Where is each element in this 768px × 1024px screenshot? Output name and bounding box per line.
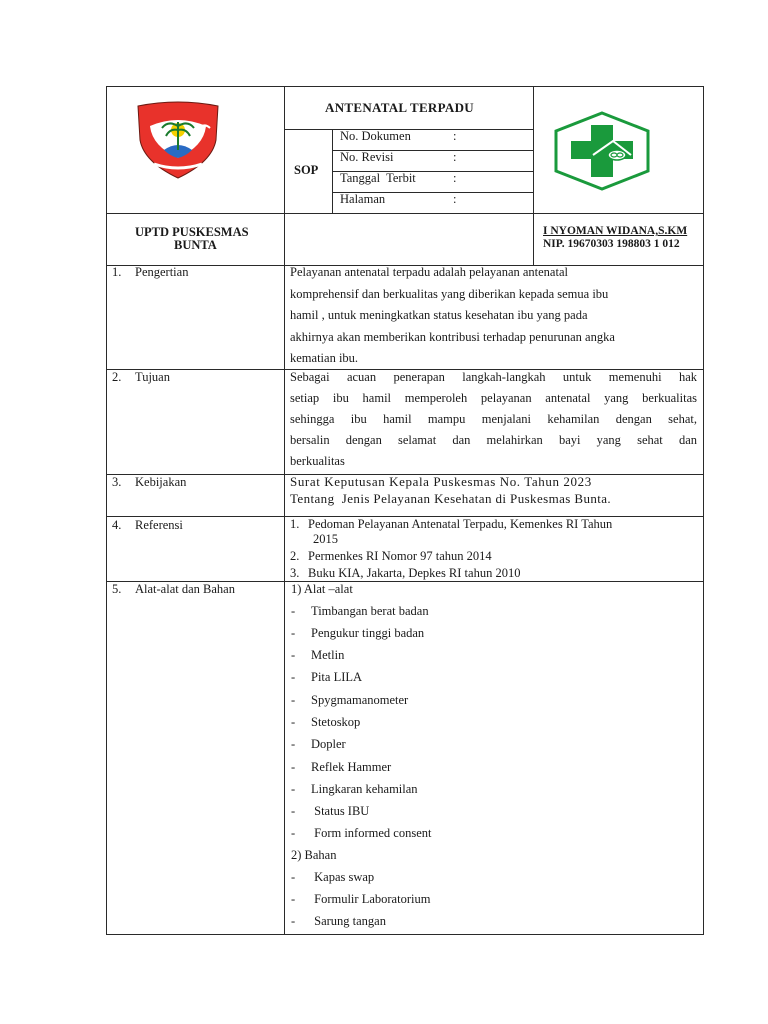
list-item: - Pengukur tinggi badan xyxy=(291,626,425,640)
list-item: - Stetoskop xyxy=(291,715,361,729)
list-item: - Dopler xyxy=(291,737,346,751)
field-sep: : xyxy=(453,171,457,185)
regency-crest-logo xyxy=(134,100,222,180)
field-label-halaman: Halaman xyxy=(340,192,386,206)
list-item: - Reflek Hammer xyxy=(291,760,392,774)
section-number: 4. xyxy=(112,518,122,532)
kebijakan-line: Surat Keputusan Kepala Puskesmas No. Tahun 2023 xyxy=(290,474,592,489)
list-item: - Metlin xyxy=(291,648,345,662)
list-item: - Spygmamanometer xyxy=(291,693,409,707)
text-line: setiap ibu hamil memperoleh pelayanan antenatal yang berkualitas xyxy=(290,391,697,405)
ref-text: Permenkes RI Nomor 97 tahun 2014 xyxy=(308,549,492,563)
section-label-referensi: Referensi xyxy=(135,518,183,532)
section-number: 1. xyxy=(112,265,122,279)
ref-number: 3. xyxy=(290,566,300,580)
list-item: - Timbangan berat badan xyxy=(291,604,429,618)
text-line: hamil , untuk meningkatkan status kesehatan ibu yang pada xyxy=(290,308,588,322)
official-name: I NYOMAN WIDANA,S.KM xyxy=(543,225,688,237)
list-item: - Status IBU xyxy=(291,804,370,818)
ref-text: Buku KIA, Jakarta, Depkes RI tahun 2010 xyxy=(308,566,521,580)
alat-bahan-list xyxy=(291,582,691,932)
section-number: 5. xyxy=(112,582,122,596)
text-line: Pelayanan antenatal terpadu adalah pelayanan antenatal xyxy=(290,265,568,279)
pengertian-text xyxy=(290,262,615,370)
text-line: akhirnya akan memberikan kontribusi terhadap penurunan angka xyxy=(290,329,615,344)
list-item: - Pita LILA xyxy=(291,670,363,684)
section-number: 2. xyxy=(112,370,122,384)
ref-number: 2. xyxy=(290,549,300,563)
ref-text: Pedoman Pelayanan Antenatal Terpadu, Kemenkes RI Tahun xyxy=(308,517,613,531)
list-item: - Kapas swap xyxy=(291,870,375,884)
field-label-tanggal-terbit: Tanggal Terbit xyxy=(340,171,416,185)
list-item: - Formulir Laboratorium xyxy=(291,892,431,906)
document-title: ANTENATAL TERPADU xyxy=(325,100,474,115)
field-label-no-dokumen: No. Dokumen xyxy=(340,129,411,143)
puskesmas-logo xyxy=(553,111,651,191)
list-item: - Sarung tangan xyxy=(291,914,386,928)
sop-label: SOP xyxy=(294,163,319,177)
section-label-alat: Alat-alat dan Bahan xyxy=(135,582,235,596)
section-label-pengertian: Pengertian xyxy=(135,265,189,279)
section-number: 3. xyxy=(112,475,122,489)
text-line: sehingga ibu hamil mampu menjalani kehamilan dengan sehat, xyxy=(290,412,697,426)
field-sep: : xyxy=(453,192,457,206)
tujuan-text xyxy=(290,367,697,472)
ref-text-continuation: 2015 xyxy=(313,532,338,546)
field-sep: : xyxy=(453,150,457,164)
text-line: komprehensif dan berkualitas yang diberikan kepada semua ibu xyxy=(290,286,609,301)
section-label-kebijakan: Kebijakan xyxy=(135,475,187,489)
list-item: - Lingkaran kehamilan xyxy=(291,782,418,796)
org-name-line2: BUNTA xyxy=(174,238,217,252)
text-line: bersalin dengan selamat dan melahirkan bayi yang sehat dan xyxy=(290,433,697,447)
text-line: kematian ibu. xyxy=(290,351,359,365)
field-sep: : xyxy=(453,129,457,143)
alat-heading: 1) Alat –alat xyxy=(291,582,353,596)
section-label-tujuan: Tujuan xyxy=(135,370,170,384)
list-item: - Form informed consent xyxy=(291,826,432,840)
text-line: Sebagai acuan penerapan langkah-langkah untuk memenuhi hak xyxy=(290,370,697,384)
text-line: berkualitas xyxy=(290,454,345,468)
official-nip: NIP. 19670303 198803 1 012 xyxy=(543,238,680,250)
kebijakan-line: Tentang Jenis Pelayanan Kesehatan di Puskesmas Bunta. xyxy=(290,491,612,506)
field-label-no-revisi: No. Revisi xyxy=(340,150,394,164)
ref-number: 1. xyxy=(290,517,300,531)
bahan-heading: 2) Bahan xyxy=(291,848,337,862)
org-name-line1: UPTD PUSKESMAS xyxy=(135,225,249,239)
